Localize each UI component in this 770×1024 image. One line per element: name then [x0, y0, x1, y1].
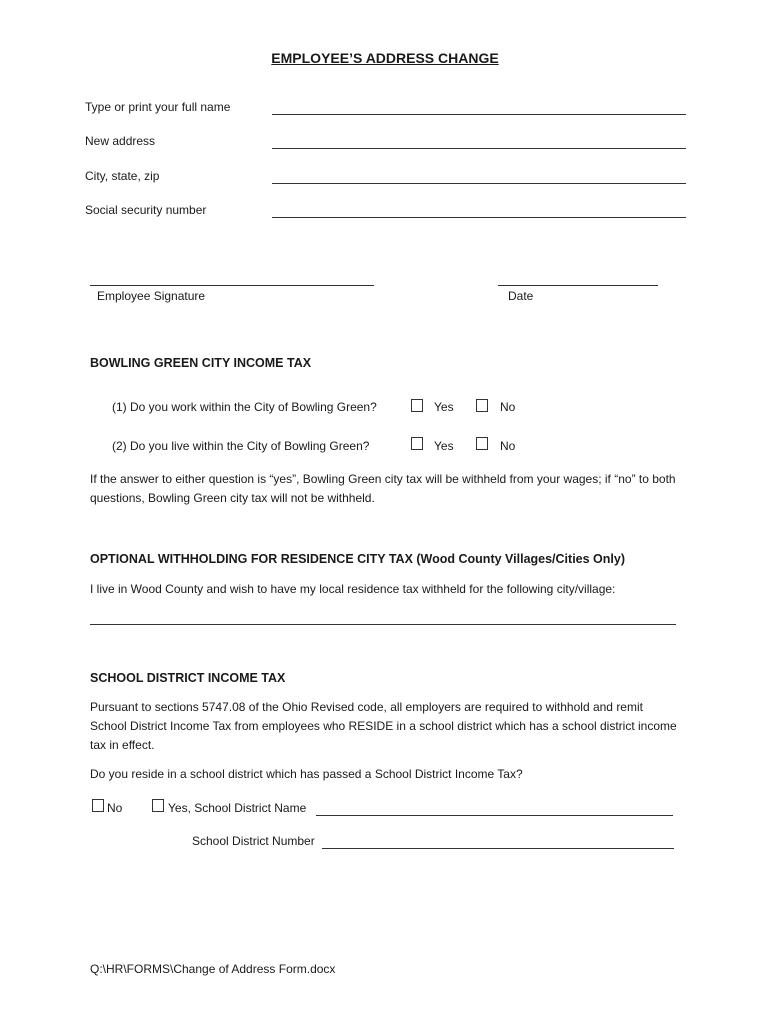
work-no-checkbox[interactable]: [476, 399, 488, 412]
school-paragraph: Pursuant to sections 5747.08 of the Ohio Revised code, all employers are required to withhold and remit School District Income Tax from employees who RESIDE in a school district which has a school district income tax in effect.: [90, 700, 677, 752]
city-village-field[interactable]: [90, 624, 676, 625]
school-district-name-field[interactable]: [316, 815, 673, 816]
date-label: Date: [508, 289, 534, 303]
employee-signature-label: Employee Signature: [97, 289, 206, 303]
live-no-checkbox[interactable]: [476, 437, 488, 450]
page-title: EMPLOYEE’S ADDRESS CHANGE: [271, 50, 499, 66]
employee-signature-field[interactable]: [90, 285, 374, 286]
bg-tax-heading: BOWLING GREEN CITY INCOME TAX: [90, 356, 312, 370]
bg-question-live: (2) Do you live within the City of Bowling Green?: [112, 439, 370, 453]
city-state-zip-field[interactable]: [272, 183, 686, 184]
school-no-checkbox[interactable]: [92, 799, 104, 812]
full-name-field[interactable]: [272, 114, 686, 115]
file-path-footer: Q:\HR\FORMS\Change of Address Form.docx: [90, 962, 336, 976]
city-state-zip-label: City, state, zip: [85, 169, 160, 183]
work-no-label: No: [500, 400, 516, 414]
new-address-label: New address: [85, 134, 156, 148]
bg-question-work: (1) Do you work within the City of Bowling Green?: [112, 400, 377, 414]
live-yes-label: Yes: [434, 439, 454, 453]
ssn-label: Social security number: [85, 203, 207, 217]
school-yes-checkbox[interactable]: [152, 799, 164, 812]
live-yes-checkbox[interactable]: [411, 437, 423, 450]
school-number-label: School District Number: [192, 834, 315, 848]
work-yes-checkbox[interactable]: [411, 399, 423, 412]
school-district-number-field[interactable]: [322, 848, 674, 849]
school-no-label: No: [107, 801, 123, 815]
live-no-label: No: [500, 439, 516, 453]
optional-heading: OPTIONAL WITHHOLDING FOR RESIDENCE CITY TAX (Wood County Villages/Cities Only): [90, 552, 625, 566]
bg-tax-note: If the answer to either question is “yes”, Bowling Green city tax will be withheld from your wages; if “no” to both questions, Bowling Green city tax will not be withheld.: [90, 472, 676, 505]
school-question: Do you reside in a school district which has passed a School District Income Tax?: [90, 767, 523, 781]
date-field[interactable]: [498, 285, 658, 286]
school-yes-label: Yes, School District Name: [168, 801, 307, 815]
school-heading: SCHOOL DISTRICT INCOME TAX: [90, 671, 286, 685]
optional-text: I live in Wood County and wish to have my local residence tax withheld for the following city/village:: [90, 582, 616, 596]
ssn-field[interactable]: [272, 217, 686, 218]
work-yes-label: Yes: [434, 400, 454, 414]
full-name-label: Type or print your full name: [85, 100, 231, 114]
new-address-field[interactable]: [272, 148, 686, 149]
